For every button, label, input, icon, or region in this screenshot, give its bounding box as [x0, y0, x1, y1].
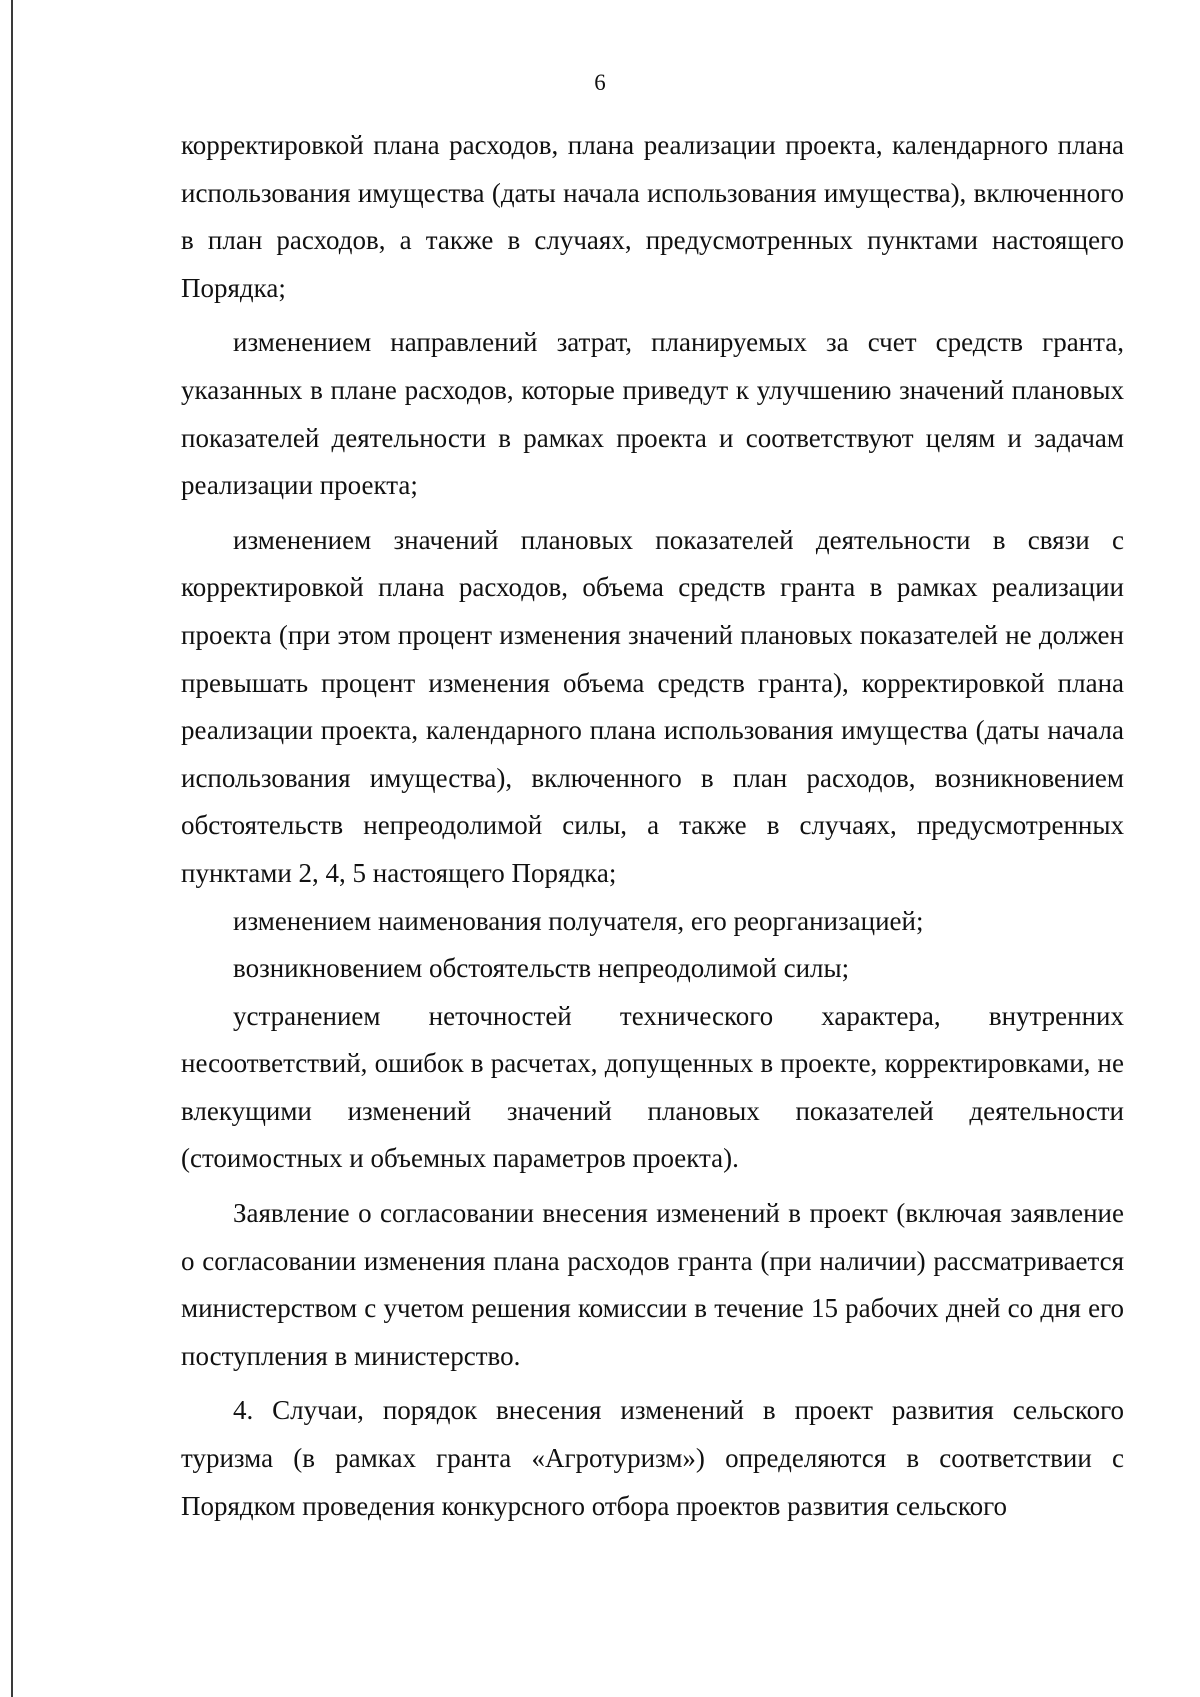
paragraph-recipient-name: изменением наименования получателя, его реорганизацией;	[233, 905, 924, 936]
paragraph-application-review: Заявление о согласовании внесения изменений в проект (включая заявление о согласовании изменения плана расходов гранта (при наличии) рассматривается министерством с учетом решения комиссии в течение 15 рабочих дней со дня его поступления в министерство.	[181, 1198, 1124, 1371]
paragraph-continuation: корректировкой плана расходов, плана реализации проекта, календарного плана использования имущества (даты начала использования имущества), включенного в план расходов, а также в случаях, предусмотренных пунктами настоящего Порядка;	[181, 130, 1124, 303]
paragraph-indicator-values: изменением значений плановых показателей деятельности в связи с корректировкой плана расходов, объема средств гранта в рамках реализации проекта (при этом процент изменения значений плановых показателей не должен превышать процент изменения объема средств гранта), корректировкой плана реализации проекта, календарного плана использования имущества (даты начала использования имущества), включенного в план расходов, возникновением обстоятельств непреодолимой силы, а также в случаях, предусмотренных пунктами 2, 4, 5 настоящего Порядка;	[181, 524, 1124, 888]
paragraph-cost-directions: изменением направлений затрат, планируемых за счет средств гранта, указанных в плане расходов, которые приведут к улучшению значений плановых показателей деятельности в рамках проекта и соответствуют целям и задачам реализации проекта;	[181, 327, 1124, 501]
page-number: 6	[594, 70, 606, 95]
paragraph-item-4: 4. Случаи, порядок внесения изменений в проект развития сельского туризма (в рамках гранта «Агротуризм») определяются в соответствии с Порядком проведения конкурсного отбора проектов развития сельского	[181, 1395, 1124, 1521]
paragraph-technical-errors: устранением неточностей технического характера, внутренних несоответствий, ошибок в расчетах, допущенных в проекте, корректировками, не влекущими изменений значений плановых показателей деятельности (стоимостных и объемных параметров проекта).	[181, 1000, 1124, 1174]
document-body	[181, 122, 1124, 1530]
scan-edge-line	[11, 0, 13, 1697]
paragraph-force-majeure: возникновением обстоятельств непреодолимой силы;	[233, 953, 850, 984]
